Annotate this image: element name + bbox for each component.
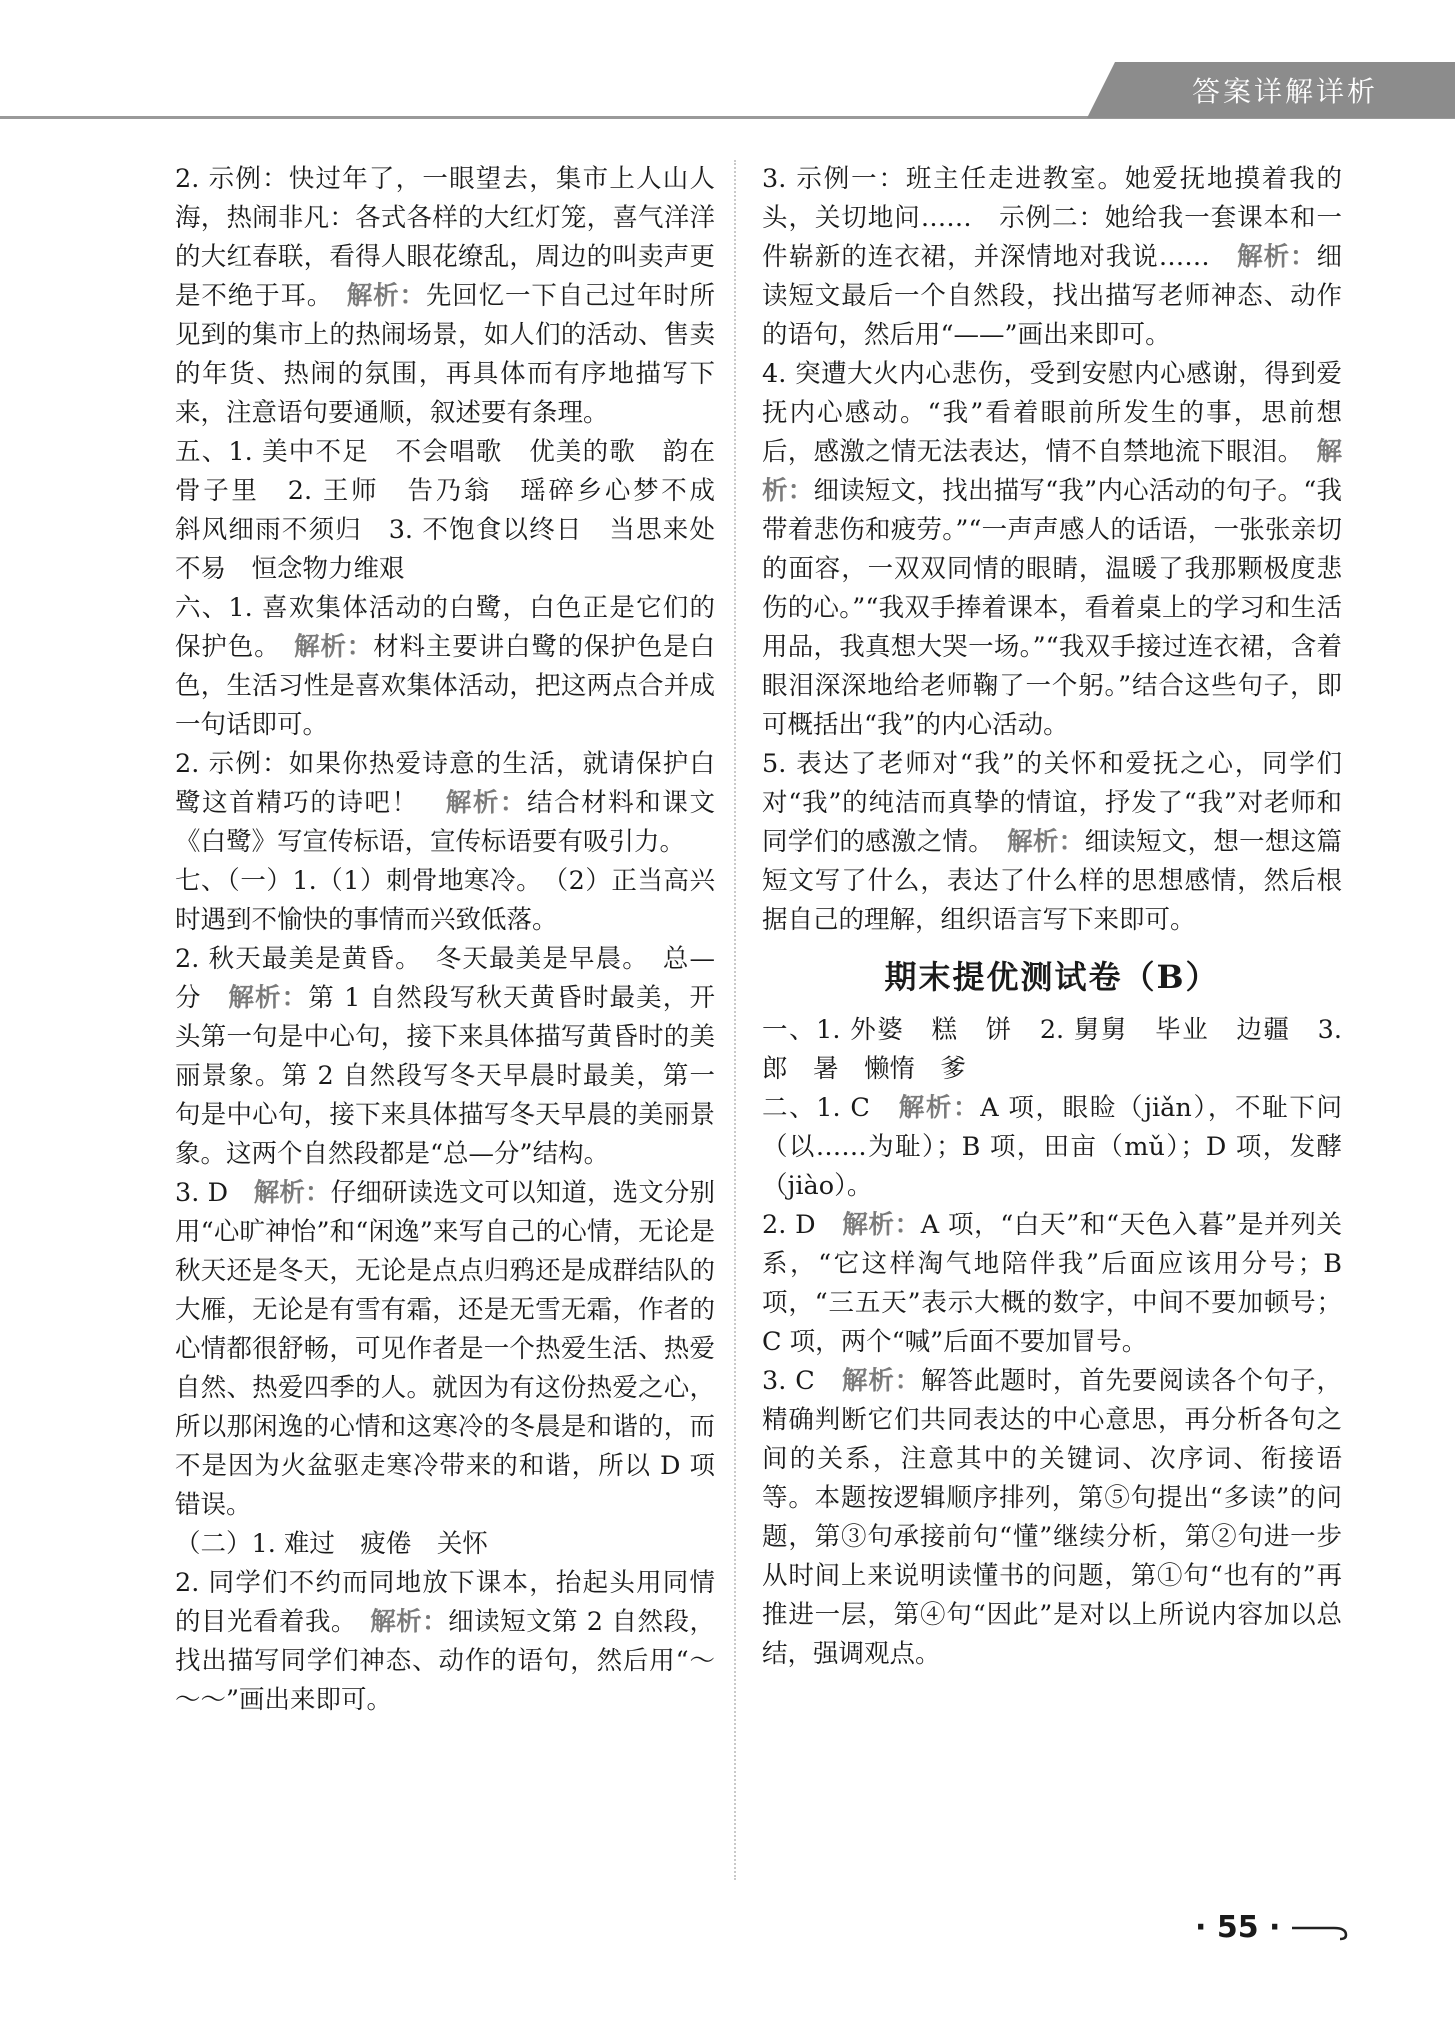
- section-7-part1-q3: 3. D 解析：仔细研读选文可以知道，选文分别用“心旷神怡”和“闲逸”来写自己的心情，无论是秋天还是冬天，无论是点点归鸦还是成群结队的大雁，无论是有雪有霜，还是无雪无霜，作者的心情都很舒畅，可见作者是一个热爱生活、热爱自然、热爱四季的人。就因为有这份热爱之心，所以那闲逸的心情和这寒冷的冬晨是和谐的，而不是因为火盆驱走寒冷带来的和谐，所以 D 项错误。: [175, 1178, 715, 1520]
- section-7-part1-q1: 七、（一）1.（1）刺骨地寒冷。 （2）正当高兴时遇到不愉快的事情而兴致低落。: [175, 866, 715, 935]
- test-b-section-1: 一、1. 外婆 糕 饼 2. 舅舅 毕业 边疆 3. 郎 暑 懒惰 爹: [762, 1015, 1342, 1084]
- test-b-section-2-q2: 2. D 解析：A 项，“白天”和“天色入暮”是并列关系，“它这样淘气地陪伴我”后面应该用分号；B 项，“三五天”表示大概的数字，中间不要加顿号；C 项，两个“喊”后面不要加冒号。: [762, 1210, 1342, 1357]
- section-7-part2-q1: （二）1. 难过 疲倦 关怀: [175, 1529, 488, 1559]
- section-5: 五、1. 美中不足 不会唱歌 优美的歌 韵在骨子里 2. 王师 告乃翁 瑶碎乡心梦不成 斜风细雨不须归 3. 不饱食以终日 当思来处不易 恒念物力维艰: [175, 437, 741, 584]
- section-7-part2-q2: 2. 同学们不约而同地放下课本，抬起头用同情的目光看着我。 解析：细读短文第 2 自然段，找出描写同学们神态、动作的语句，然后用“～～～”画出来即可。: [175, 1568, 715, 1715]
- page-curve-icon: [1290, 1915, 1350, 1941]
- test-b-section-2-q3: 3. C 解析：解答此题时，首先要阅读各个句子，精确判断它们共同表达的中心意思，再分析各句之间的关系，注意其中的关键词、次序词、衔接语等。本题按逻辑顺序排列，第⑤句提出“多读”的问题，第③句承接前句“懂”继续分析，第②句进一步从时间上来说明读懂书的问题，第①句“也有的”再推进一层，第④句“因此”是对以上所说内容加以总结，强调观点。: [762, 1366, 1342, 1669]
- header-title: 答案详解详析: [1115, 62, 1455, 118]
- section-6-q1: 六、1. 喜欢集体活动的白鹭，白色正是它们的保护色。 解析：材料主要讲白鹭的保护色是白色，生活习性是喜欢集体活动，把这两点合并成一句话即可。: [175, 593, 715, 740]
- page-number: · 55 ·: [1195, 1910, 1281, 1945]
- test-b-section-2-q1: 二、1. C 解析：A 项，眼睑（jiǎn），不耻下问（以……为耻）；B 项，田亩（mǔ）；D 项，发酵（jiào）。: [762, 1093, 1342, 1201]
- section-7-part2-q4: 4. 突遭大火内心悲伤，受到安慰内心感谢，得到爱抚内心感动。“我”看着眼前所发生的事，思前想后，感激之情无法表达，情不自禁地流下眼泪。 解析：细读短文，找出描写“我”内心活动的句子。“我带着悲伤和疲劳。”“一声声感人的话语，一张张亲切的面容，一双双同情的眼睛，温暖了我那颗极度悲伤的心。”“我双手捧着课本，看着桌上的学习和生活用品，我真想大哭一场。”“我双手接过连衣裙，含着眼泪深深地给老师鞠了一个躬。”结合这些句子，即可概括出“我”的内心活动。: [762, 359, 1342, 740]
- section-7-part2-q3: 3. 示例一：班主任走进教室。她爱抚地摸着我的头，关切地问…… 示例二：她给我一套课本和一件崭新的连衣裙，并深情地对我说…… 解析：细读短文最后一个自然段，找出描写老师神态、动作的语句，然后用“——”画出来即可。: [762, 164, 1342, 350]
- answer-2-example: 2. 示例：快过年了，一眼望去，集市上人山人海，热闹非凡：各式各样的大红灯笼，喜气洋洋的大红春联，看得人眼花缭乱，周边的叫卖声更是不绝于耳。 解析：先回忆一下自己过年时所见到的集市上的热闹场景，如人们的活动、售卖的年货、热闹的氛围，再具体而有序地描写下来，注意语句要通顺，叙述要有条理。: [175, 164, 715, 428]
- column-divider: [734, 160, 736, 1880]
- test-title: 期末提优测试卷（B）: [884, 958, 1220, 996]
- section-7-part1-q2: 2. 秋天最美是黄昏。 冬天最美是早晨。 总—分 解析：第 1 自然段写秋天黄昏时最美，开头第一句是中心句，接下来具体描写黄昏时的美丽景象。第 2 自然段写冬天早晨时最美，第一句是中心句，接下来具体描写冬天早晨的美丽景象。这两个自然段都是“总—分”结构。: [175, 944, 715, 1169]
- left-column: [175, 160, 741, 1720]
- section-7-part2-q5: 5. 表达了老师对“我”的关怀和爱抚之心，同学们对“我”的纯洁而真挚的情谊，抒发了“我”对老师和同学们的感激之情。 解析：细读短文，想一想这篇短文写了什么，表达了什么样的思想感情，然后根据自己的理解，组织语言写下来即可。: [762, 749, 1342, 935]
- section-6-q2: 2. 示例：如果你热爱诗意的生活，就请保护白鹭这首精巧的诗吧！ 解析：结合材料和课文《白鹭》写宣传标语，宣传标语要有吸引力。: [175, 749, 715, 857]
- right-column: [762, 160, 1342, 1674]
